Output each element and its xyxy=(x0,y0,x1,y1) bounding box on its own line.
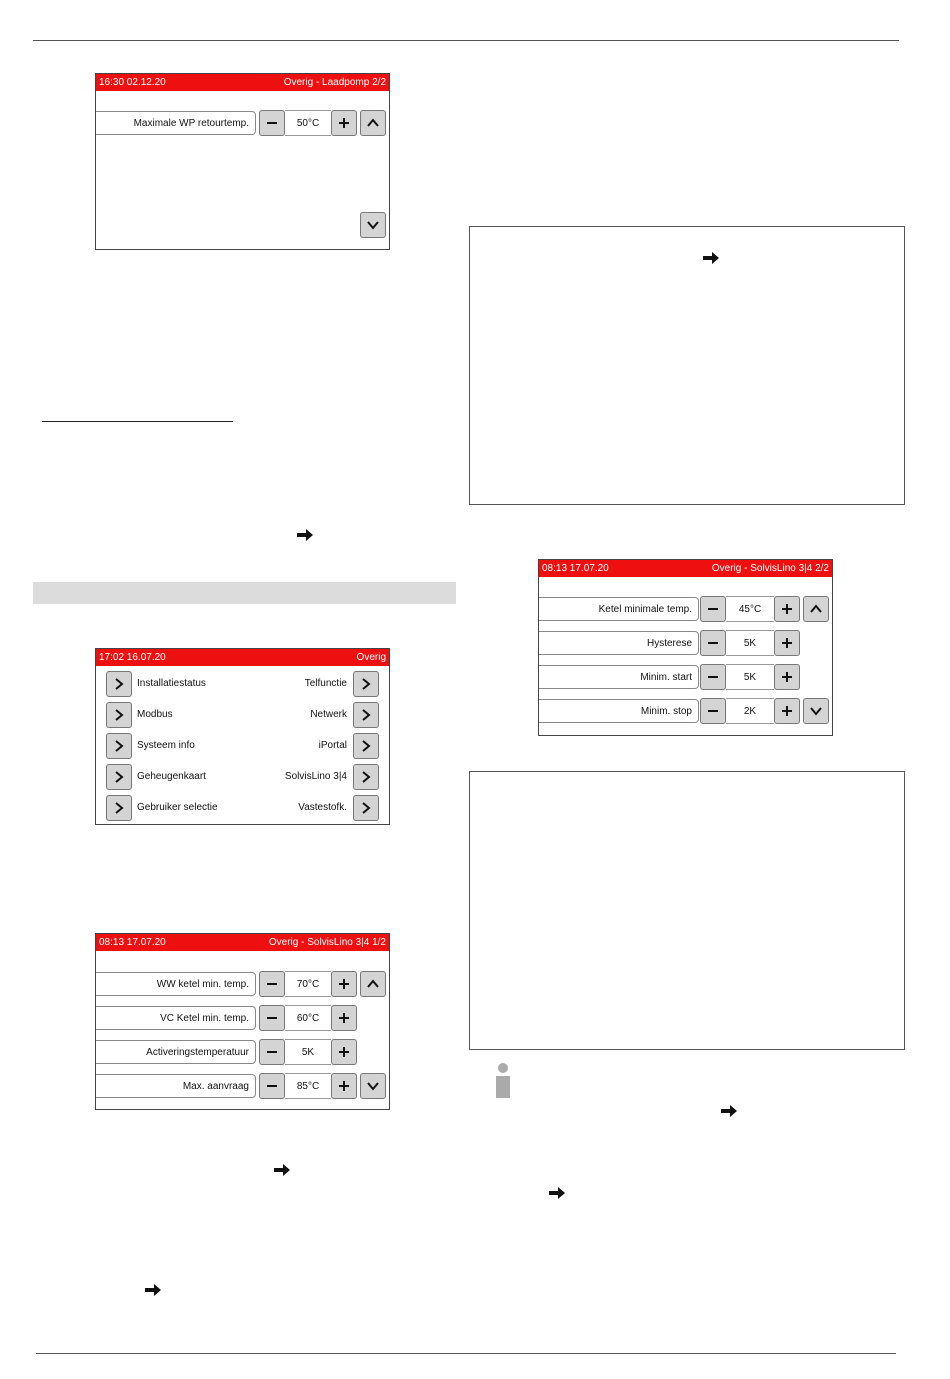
minus-icon xyxy=(265,116,279,130)
note-box-top xyxy=(469,226,905,505)
screen-title: Overig - SolvisLino 3|4 1/2 xyxy=(268,937,386,948)
chevron-up-icon xyxy=(809,602,823,616)
scroll-down-button[interactable] xyxy=(360,212,386,238)
minus-button[interactable] xyxy=(259,971,285,997)
param-label: WW ketel min. temp. xyxy=(96,972,256,996)
scroll-down-button[interactable] xyxy=(360,1073,386,1099)
right-arrow-icon xyxy=(548,1186,566,1200)
menu-item-label: SolvisLino 3|4 xyxy=(284,771,347,782)
screen-solvislino-2 xyxy=(538,559,833,736)
chevron-up-icon xyxy=(366,116,380,130)
minus-button[interactable] xyxy=(259,1073,285,1099)
chevron-right-icon xyxy=(112,708,126,722)
menu-item-label: Gebruiker selectie xyxy=(137,802,218,813)
param-label: Max. aanvraag xyxy=(96,1074,256,1098)
chevron-right-icon xyxy=(112,739,126,753)
menu-solvislino-button[interactable] xyxy=(353,764,379,790)
plus-button[interactable] xyxy=(774,596,800,622)
scroll-up-button[interactable] xyxy=(360,110,386,136)
param-label: Ketel minimale temp. xyxy=(539,597,699,621)
chevron-down-icon xyxy=(809,704,823,718)
scroll-up-button[interactable] xyxy=(803,596,829,622)
right-arrow-icon xyxy=(720,1104,738,1118)
chevron-right-icon xyxy=(112,770,126,784)
plus-button[interactable] xyxy=(774,698,800,724)
plus-button[interactable] xyxy=(774,664,800,690)
chevron-right-icon xyxy=(112,677,126,691)
screen-laadpomp xyxy=(95,73,390,250)
chevron-right-icon xyxy=(359,708,373,722)
screen-titlebar xyxy=(96,649,389,666)
info-icon xyxy=(493,1063,513,1099)
screen-titlebar xyxy=(96,934,389,951)
param-value: 2K xyxy=(726,698,774,724)
chevron-right-icon xyxy=(359,770,373,784)
section-heading-bar xyxy=(33,582,456,604)
param-label: Minim. stop xyxy=(539,699,699,723)
plus-icon xyxy=(337,1045,351,1059)
minus-icon xyxy=(265,1011,279,1025)
chevron-down-icon xyxy=(366,218,380,232)
menu-geheugenkaart-button[interactable] xyxy=(106,764,132,790)
param-value: 70°C xyxy=(285,971,331,997)
right-arrow-icon xyxy=(702,251,720,265)
minus-button[interactable] xyxy=(259,1039,285,1065)
screen-time: 08:13 17.07.20 xyxy=(99,937,166,948)
right-arrow-icon xyxy=(273,1163,291,1177)
plus-button[interactable] xyxy=(331,1005,357,1031)
screen-titlebar xyxy=(96,74,389,91)
menu-telfunctie-button[interactable] xyxy=(353,671,379,697)
menu-item-label: Modbus xyxy=(137,709,173,720)
param-value: 50°C xyxy=(285,110,331,136)
chevron-down-icon xyxy=(366,1079,380,1093)
minus-button[interactable] xyxy=(259,1005,285,1031)
plus-icon xyxy=(780,704,794,718)
plus-button[interactable] xyxy=(331,1073,357,1099)
screen-time: 16:30 02.12.20 xyxy=(99,77,166,88)
param-value: 5K xyxy=(726,630,774,656)
footer-rule xyxy=(36,1353,896,1354)
menu-modbus-button[interactable] xyxy=(106,702,132,728)
plus-button[interactable] xyxy=(331,1039,357,1065)
minus-icon xyxy=(706,704,720,718)
underline-rule xyxy=(42,421,233,422)
menu-item-label: Geheugenkaart xyxy=(137,771,206,782)
minus-button[interactable] xyxy=(700,664,726,690)
plus-button[interactable] xyxy=(331,110,357,136)
plus-button[interactable] xyxy=(774,630,800,656)
screen-time: 17:02 16.07.20 xyxy=(99,652,166,663)
right-arrow-icon xyxy=(144,1283,162,1297)
param-value: 85°C xyxy=(285,1073,331,1099)
minus-button[interactable] xyxy=(700,596,726,622)
minus-icon xyxy=(265,977,279,991)
menu-iportal-button[interactable] xyxy=(353,733,379,759)
param-label: Hysterese xyxy=(539,631,699,655)
plus-icon xyxy=(337,116,351,130)
param-value: 60°C xyxy=(285,1005,331,1031)
screen-title: Overig - Laadpomp 2/2 xyxy=(283,77,386,88)
param-label: Minim. start xyxy=(539,665,699,689)
plus-button[interactable] xyxy=(331,971,357,997)
chevron-right-icon xyxy=(359,801,373,815)
menu-netwerk-button[interactable] xyxy=(353,702,379,728)
minus-button[interactable] xyxy=(259,110,285,136)
screen-solvislino-1 xyxy=(95,933,390,1110)
menu-vastestofk-button[interactable] xyxy=(353,795,379,821)
plus-icon xyxy=(780,636,794,650)
chevron-right-icon xyxy=(359,739,373,753)
param-label: Activeringstemperatuur xyxy=(96,1040,256,1064)
chevron-right-icon xyxy=(112,801,126,815)
menu-item-label: Vastestofk. xyxy=(298,802,347,813)
header-rule xyxy=(33,40,899,41)
plus-icon xyxy=(780,670,794,684)
plus-icon xyxy=(337,1079,351,1093)
screen-title: Overig xyxy=(356,652,386,663)
plus-icon xyxy=(337,1011,351,1025)
menu-installatiestatus-button[interactable] xyxy=(106,671,132,697)
minus-icon xyxy=(706,602,720,616)
minus-button[interactable] xyxy=(700,630,726,656)
screen-titlebar xyxy=(539,560,832,577)
plus-icon xyxy=(780,602,794,616)
menu-item-label: Netwerk xyxy=(310,709,347,720)
param-value: 5K xyxy=(726,664,774,690)
screen-title: Overig - SolvisLino 3|4 2/2 xyxy=(711,563,829,574)
param-label: Maximale WP retourtemp. xyxy=(96,111,256,135)
menu-item-label: Systeem info xyxy=(137,740,195,751)
note-box-bottom xyxy=(469,771,905,1050)
menu-item-label: iPortal xyxy=(318,740,347,751)
minus-icon xyxy=(265,1079,279,1093)
menu-item-label: Telfunctie xyxy=(304,678,347,689)
param-value: 45°C xyxy=(726,596,774,622)
chevron-right-icon xyxy=(359,677,373,691)
screen-overig-menu xyxy=(95,648,390,825)
minus-button[interactable] xyxy=(700,698,726,724)
chevron-up-icon xyxy=(366,977,380,991)
minus-icon xyxy=(706,670,720,684)
right-arrow-icon xyxy=(296,528,314,542)
plus-icon xyxy=(337,977,351,991)
menu-gebruiker-selectie-button[interactable] xyxy=(106,795,132,821)
menu-systeem-info-button[interactable] xyxy=(106,733,132,759)
param-value: 5K xyxy=(285,1039,331,1065)
menu-item-label: Installatiestatus xyxy=(137,678,206,689)
minus-icon xyxy=(265,1045,279,1059)
scroll-up-button[interactable] xyxy=(360,971,386,997)
scroll-down-button[interactable] xyxy=(803,698,829,724)
param-label: VC Ketel min. temp. xyxy=(96,1006,256,1030)
minus-icon xyxy=(706,636,720,650)
screen-time: 08:13 17.07.20 xyxy=(542,563,609,574)
